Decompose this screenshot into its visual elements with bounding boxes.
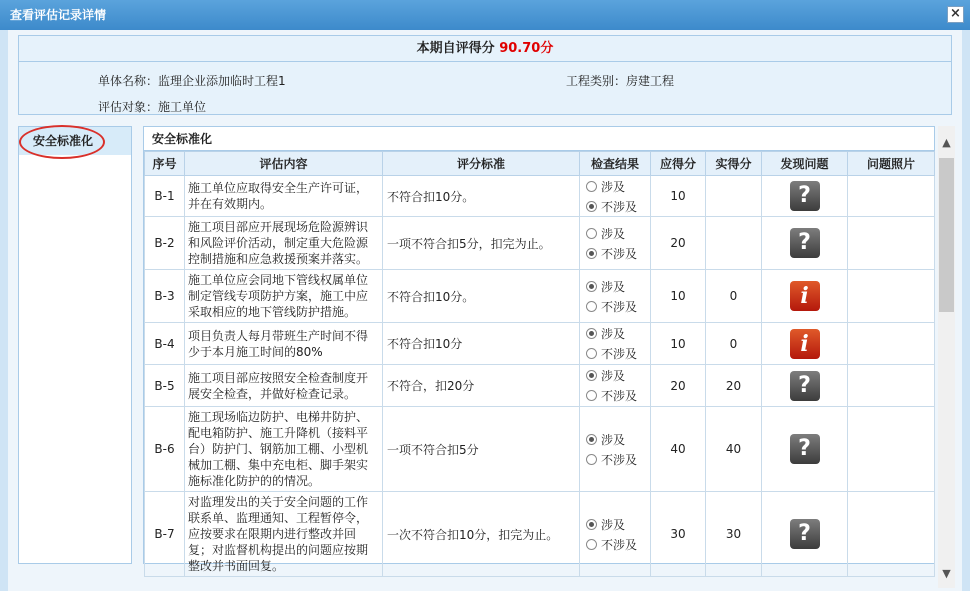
section-title: 安全标准化 (144, 127, 934, 151)
summary-panel (18, 35, 952, 115)
radio-label: 涉及 (601, 226, 626, 241)
row-issue-cell (762, 323, 848, 365)
row-due-score: 40 (651, 407, 706, 492)
radio-label: 不涉及 (601, 347, 638, 361)
row-photo-cell (848, 492, 935, 577)
radio-not-involved[interactable] (580, 296, 650, 316)
radio-icon (586, 281, 597, 292)
radio-label: 不涉及 (601, 389, 638, 403)
row-result (580, 407, 651, 492)
row-issue-cell (762, 365, 848, 407)
row-content: 施工现场临边防护、电梯井防护、配电箱防护、施工升降机（接料平台）防护门、钢筋加工棚、小型机械加工棚、集中充电柜、脚手架实施标准化防护的的情况。 (185, 407, 383, 492)
row-id: B-1 (145, 176, 185, 217)
row-issue-cell (762, 176, 848, 217)
row-result (580, 365, 651, 407)
radio-label: 不涉及 (601, 246, 638, 261)
row-standard: 一项不符合扣5分，扣完为止。 (383, 217, 580, 270)
question-icon[interactable]: ? (790, 434, 820, 464)
unit-name: 单体名称：监理企业添加临时工程1 (98, 74, 286, 88)
row-actual-score: 0 (706, 323, 762, 365)
question-icon[interactable]: ? (790, 181, 820, 211)
row-standard: 一项不符合扣5分 (383, 407, 580, 492)
table-row (145, 270, 935, 323)
header-photos: 问题照片 (848, 152, 935, 176)
question-icon[interactable]: ? (790, 519, 820, 549)
row-actual-score: 30 (706, 492, 762, 577)
row-id: B-4 (145, 323, 185, 365)
row-issue-cell (762, 407, 848, 492)
row-content: 施工单位应会同地下管线权属单位制定管线专项防护方案，施工中应采取相应的地下管线防护措施。 (185, 270, 383, 323)
row-actual-score: 40 (706, 407, 762, 492)
evaluation-target: 评估对象：施工单位 (98, 100, 207, 114)
radio-label: 不涉及 (601, 537, 638, 552)
radio-not-involved[interactable] (580, 534, 650, 554)
close-button[interactable]: × (947, 6, 964, 23)
radio-label: 涉及 (601, 369, 626, 383)
question-icon[interactable]: ? (790, 371, 820, 401)
header-issues: 发现问题 (762, 152, 848, 176)
row-result (580, 323, 651, 365)
table-row (145, 176, 935, 217)
radio-involved[interactable] (580, 276, 650, 296)
radio-icon (586, 201, 597, 212)
sidebar-item-safety-standardization[interactable] (19, 127, 131, 155)
radio-not-involved[interactable] (580, 344, 650, 364)
score-value: 90.70分 (499, 41, 554, 56)
row-photo-cell (848, 270, 935, 323)
row-due-score: 10 (651, 176, 706, 217)
dialog-body (8, 30, 962, 591)
radio-label: 不涉及 (601, 299, 638, 314)
radio-label: 不涉及 (601, 452, 638, 467)
radio-not-involved[interactable] (580, 386, 650, 406)
radio-involved[interactable] (580, 429, 650, 449)
info-icon[interactable]: i (790, 281, 820, 311)
radio-icon (586, 328, 597, 339)
radio-icon (586, 248, 597, 259)
project-type: 工程类别：房建工程 (566, 74, 675, 88)
radio-label: 涉及 (601, 432, 626, 447)
row-result (580, 270, 651, 323)
radio-icon (586, 434, 597, 445)
row-actual-score: 20 (706, 365, 762, 407)
row-result (580, 176, 651, 217)
radio-involved[interactable] (580, 514, 650, 534)
row-issue-cell (762, 492, 848, 577)
radio-involved[interactable] (580, 223, 650, 243)
table-row (145, 492, 935, 577)
row-id: B-5 (145, 365, 185, 407)
row-id: B-2 (145, 217, 185, 270)
radio-label: 涉及 (601, 517, 626, 532)
header-result: 检查结果 (580, 152, 651, 176)
radio-label: 涉及 (601, 179, 626, 194)
row-id: B-7 (145, 492, 185, 577)
scroll-thumb[interactable] (939, 158, 954, 312)
header-content: 评估内容 (185, 152, 383, 176)
row-due-score: 10 (651, 323, 706, 365)
row-result (580, 217, 651, 270)
row-result (580, 492, 651, 577)
row-standard: 不符合，扣20分 (383, 365, 580, 407)
question-icon[interactable]: ? (790, 228, 820, 258)
radio-icon (586, 301, 597, 312)
radio-icon (586, 539, 597, 550)
row-content: 施工单位应取得安全生产许可证，并在有效期内。 (185, 176, 383, 217)
table-row (145, 323, 935, 365)
score-label: 本期自评得分 (416, 41, 495, 56)
row-actual-score (706, 217, 762, 270)
row-id: B-3 (145, 270, 185, 323)
table-row (145, 365, 935, 407)
radio-involved[interactable] (580, 366, 650, 386)
row-photo-cell (848, 323, 935, 365)
radio-not-involved[interactable] (580, 449, 650, 469)
row-content: 施工项目部应按照安全检查制度开展安全检查，并做好检查记录。 (185, 365, 383, 407)
info-icon[interactable]: i (790, 329, 820, 359)
radio-icon (586, 348, 597, 359)
radio-label: 涉及 (601, 279, 626, 294)
category-sidebar (18, 126, 132, 564)
row-due-score: 20 (651, 365, 706, 407)
header-due-score: 应得分 (651, 152, 706, 176)
row-content: 对监理发出的关于安全问题的工作联系单、监理通知、工程暂停令，应按要求在限期内进行整改并回复；对监督机构提出的问题应按期整改并书面回复。 (185, 492, 383, 577)
radio-involved[interactable] (580, 324, 650, 344)
row-id: B-6 (145, 407, 185, 492)
row-standard: 不符合扣10分。 (383, 176, 580, 217)
highlight-circle (19, 125, 105, 159)
radio-icon (586, 181, 597, 192)
row-content: 项目负责人每月带班生产时间不得少于本月施工时间的80% (185, 323, 383, 365)
scroll-up-icon[interactable]: ▲ (942, 136, 951, 149)
radio-icon (586, 454, 597, 465)
evaluation-panel (143, 126, 935, 573)
row-due-score: 20 (651, 217, 706, 270)
radio-icon (586, 390, 597, 401)
row-actual-score: 0 (706, 270, 762, 323)
score-line (19, 36, 951, 62)
radio-icon (586, 228, 597, 239)
row-actual-score (706, 176, 762, 217)
row-issue-cell (762, 270, 848, 323)
scroll-down-icon[interactable]: ▼ (942, 567, 951, 580)
radio-involved[interactable] (580, 176, 650, 196)
row-photo-cell (848, 217, 935, 270)
table-row (145, 217, 935, 270)
table-header-row (145, 152, 935, 176)
row-issue-cell (762, 217, 848, 270)
row-content: 施工项目部应开展现场危险源辨识和风险评价活动，制定重大危险源控制措施和应急救援预案并落实。 (185, 217, 383, 270)
row-photo-cell (848, 365, 935, 407)
header-index: 序号 (145, 152, 185, 176)
radio-icon (586, 519, 597, 530)
header-standard: 评分标准 (383, 152, 580, 176)
header-actual-score: 实得分 (706, 152, 762, 176)
window-titlebar (0, 0, 970, 30)
radio-not-involved[interactable] (580, 243, 650, 263)
row-standard: 不符合扣10分。 (383, 270, 580, 323)
row-standard: 一次不符合扣10分，扣完为止。 (383, 492, 580, 577)
row-due-score: 10 (651, 270, 706, 323)
vertical-scrollbar[interactable] (938, 126, 955, 588)
evaluation-table (144, 151, 935, 577)
radio-icon (586, 370, 597, 381)
table-row (145, 407, 935, 492)
row-standard: 不符合扣10分 (383, 323, 580, 365)
row-photo-cell (848, 176, 935, 217)
radio-label: 不涉及 (601, 199, 638, 214)
row-photo-cell (848, 407, 935, 492)
radio-not-involved[interactable] (580, 196, 650, 216)
radio-label: 涉及 (601, 327, 626, 341)
window-title: 查看评估记录详情 (10, 8, 107, 22)
row-due-score: 30 (651, 492, 706, 577)
sidebar-item-label: 安全标准化 (33, 134, 94, 148)
